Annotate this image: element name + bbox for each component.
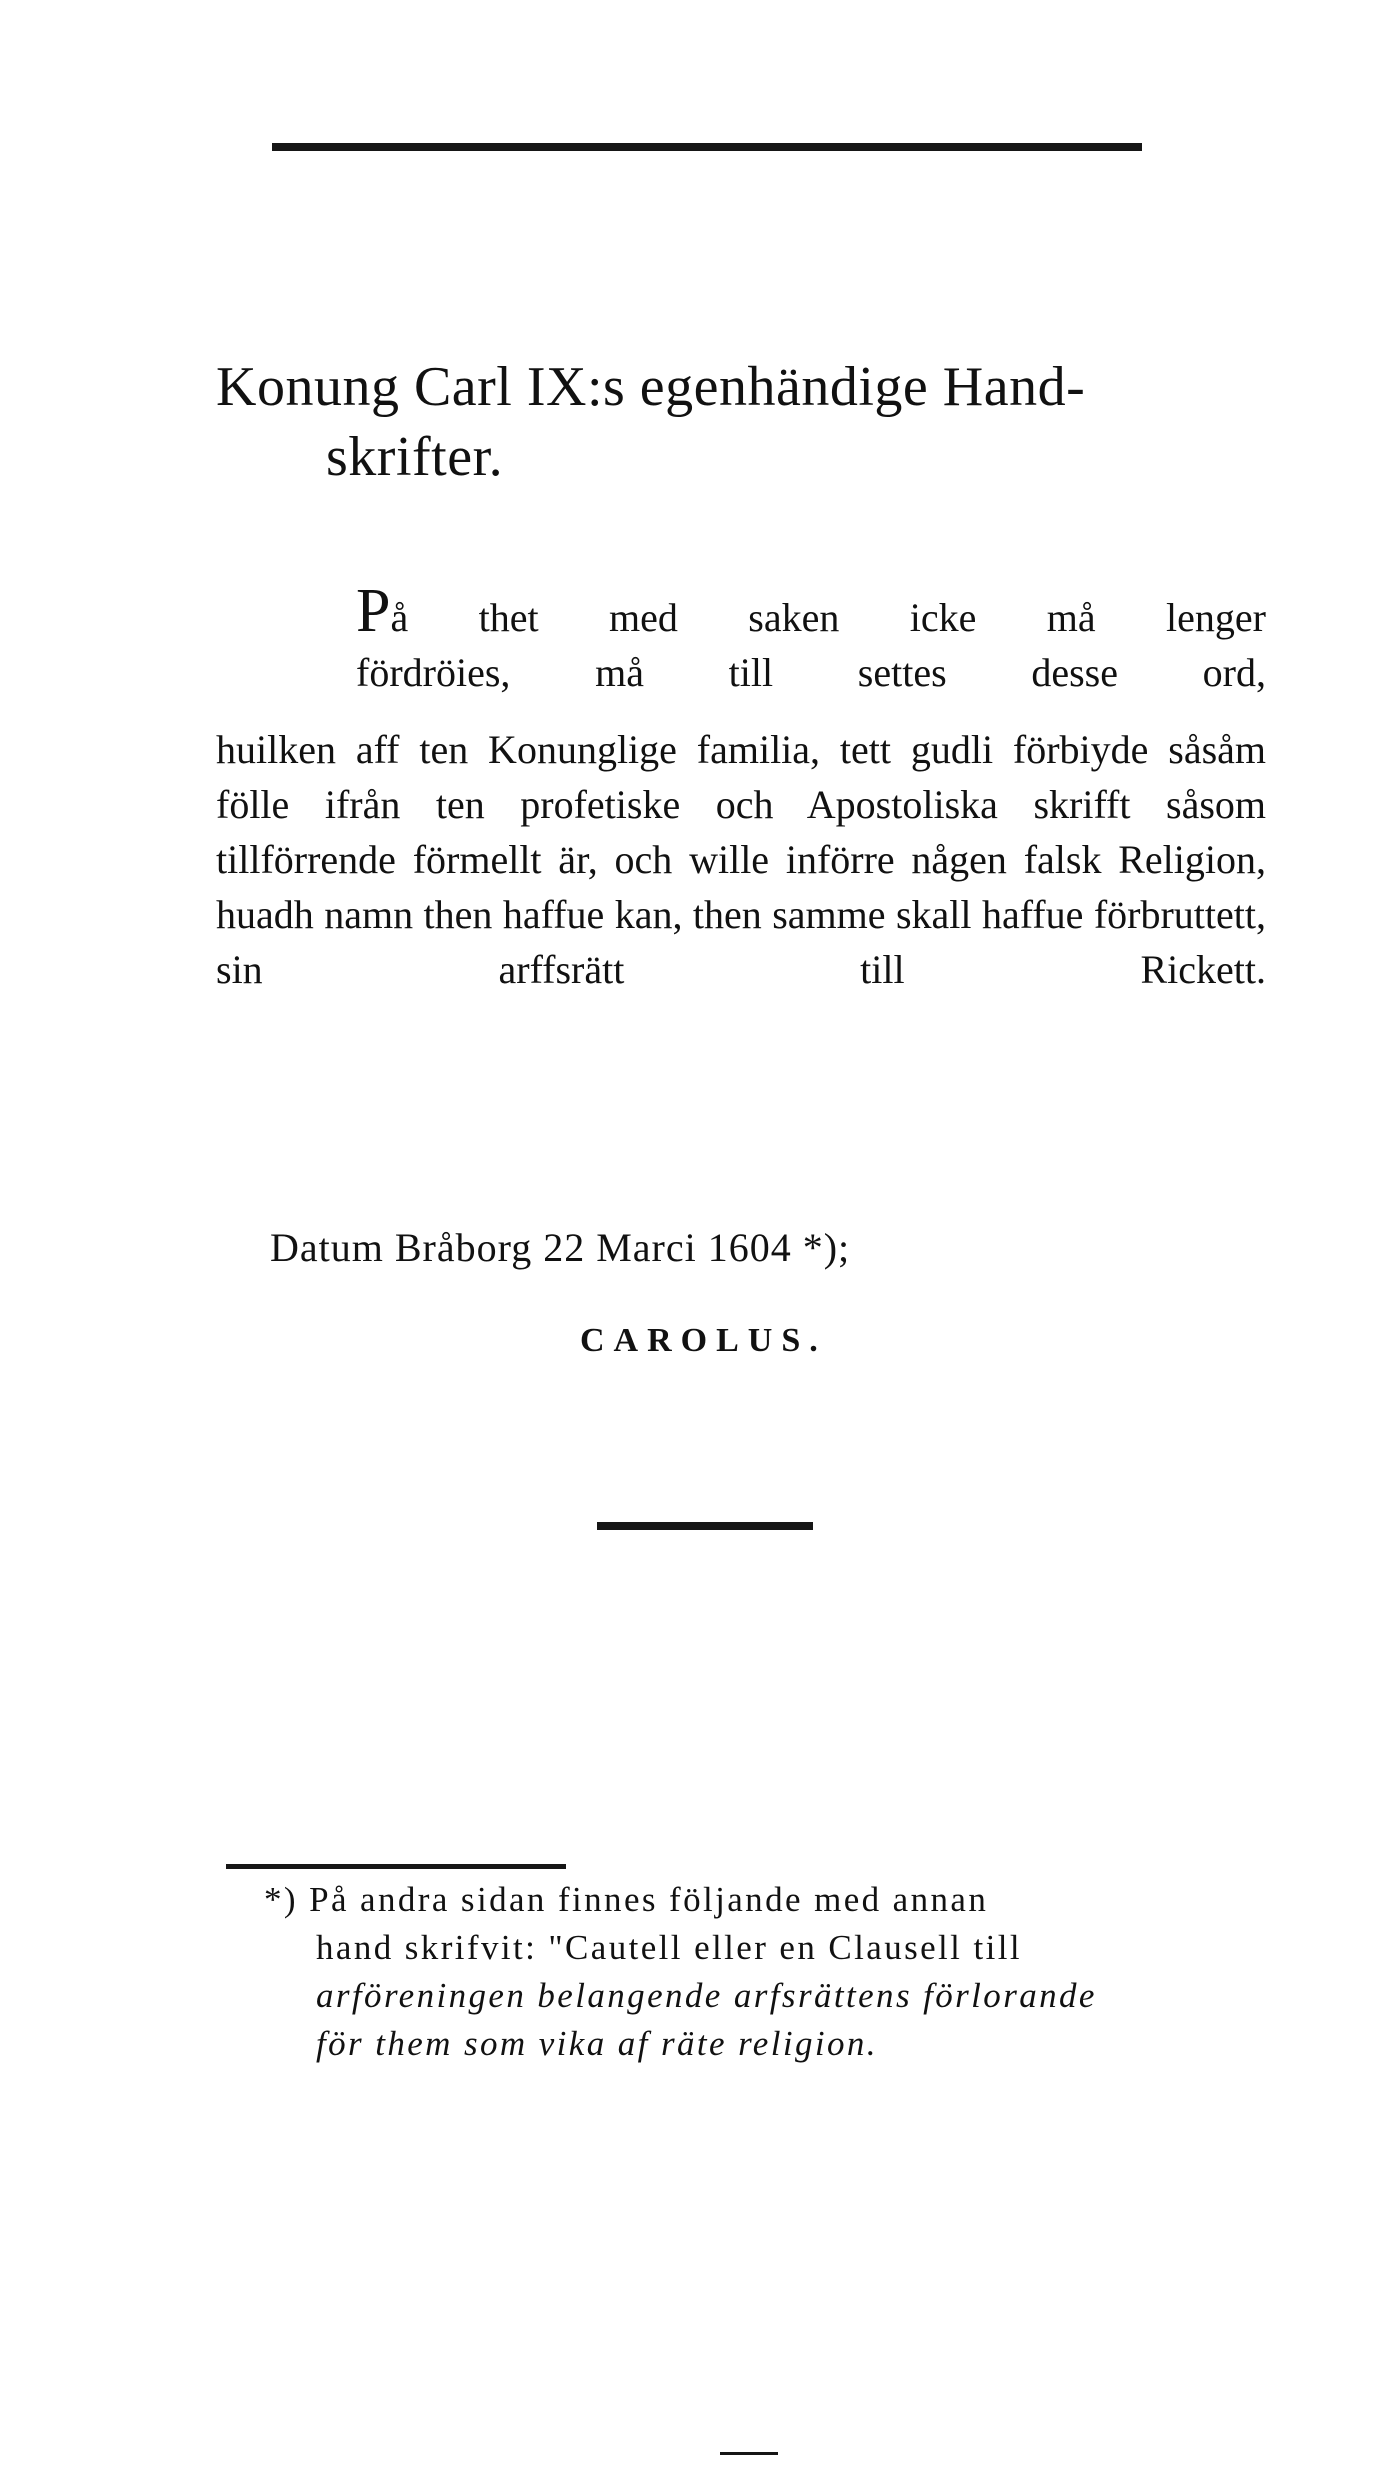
date-line: Datum Bråborg 22 Marci 1604 *); (270, 1225, 851, 1270)
opening-rest: å thet med saken icke må lenger (390, 595, 1266, 640)
main-paragraph: huilken aff ten Konunglige familia, tett gudli förbiyde såsåm fölle ifrån ten profetiske och Apostoliska skrifft såsom tillförrende förmellt är, och wille införre någen falsk Religion, huadh namn then haffue kan, then samme skall haffue förbruttett, sin arffsrätt till Rickett. (216, 727, 1266, 992)
second-line: fördröies, må till settes desse ord, (356, 650, 1266, 695)
footnote-line-4: för them som vika af räte religion. (316, 2024, 878, 2063)
title-line-1: Konung Carl IX:s egenhändige Hand- (216, 356, 1086, 418)
page-title (216, 352, 1256, 492)
top-rule (272, 143, 1142, 151)
footnote-line-3: arföreningen belangende arfsrättens förlorande (316, 1976, 1097, 2015)
footnote-line-2: hand skrifvit: "Cautell eller en Clausell till (316, 1928, 1022, 1967)
opening-line (216, 577, 1266, 645)
footnote-rule (226, 1864, 566, 1869)
section-rule (597, 1522, 813, 1530)
bottom-rule (720, 2452, 778, 2455)
drop-cap: P (356, 577, 391, 645)
body-text (216, 577, 1266, 997)
footnote-line-1: *) På andra sidan finnes följande med annan (264, 1880, 989, 1919)
signature: CAROLUS. (580, 1322, 827, 1359)
footnote (264, 1876, 1264, 2068)
title-line-2: skrifter. (326, 426, 504, 488)
